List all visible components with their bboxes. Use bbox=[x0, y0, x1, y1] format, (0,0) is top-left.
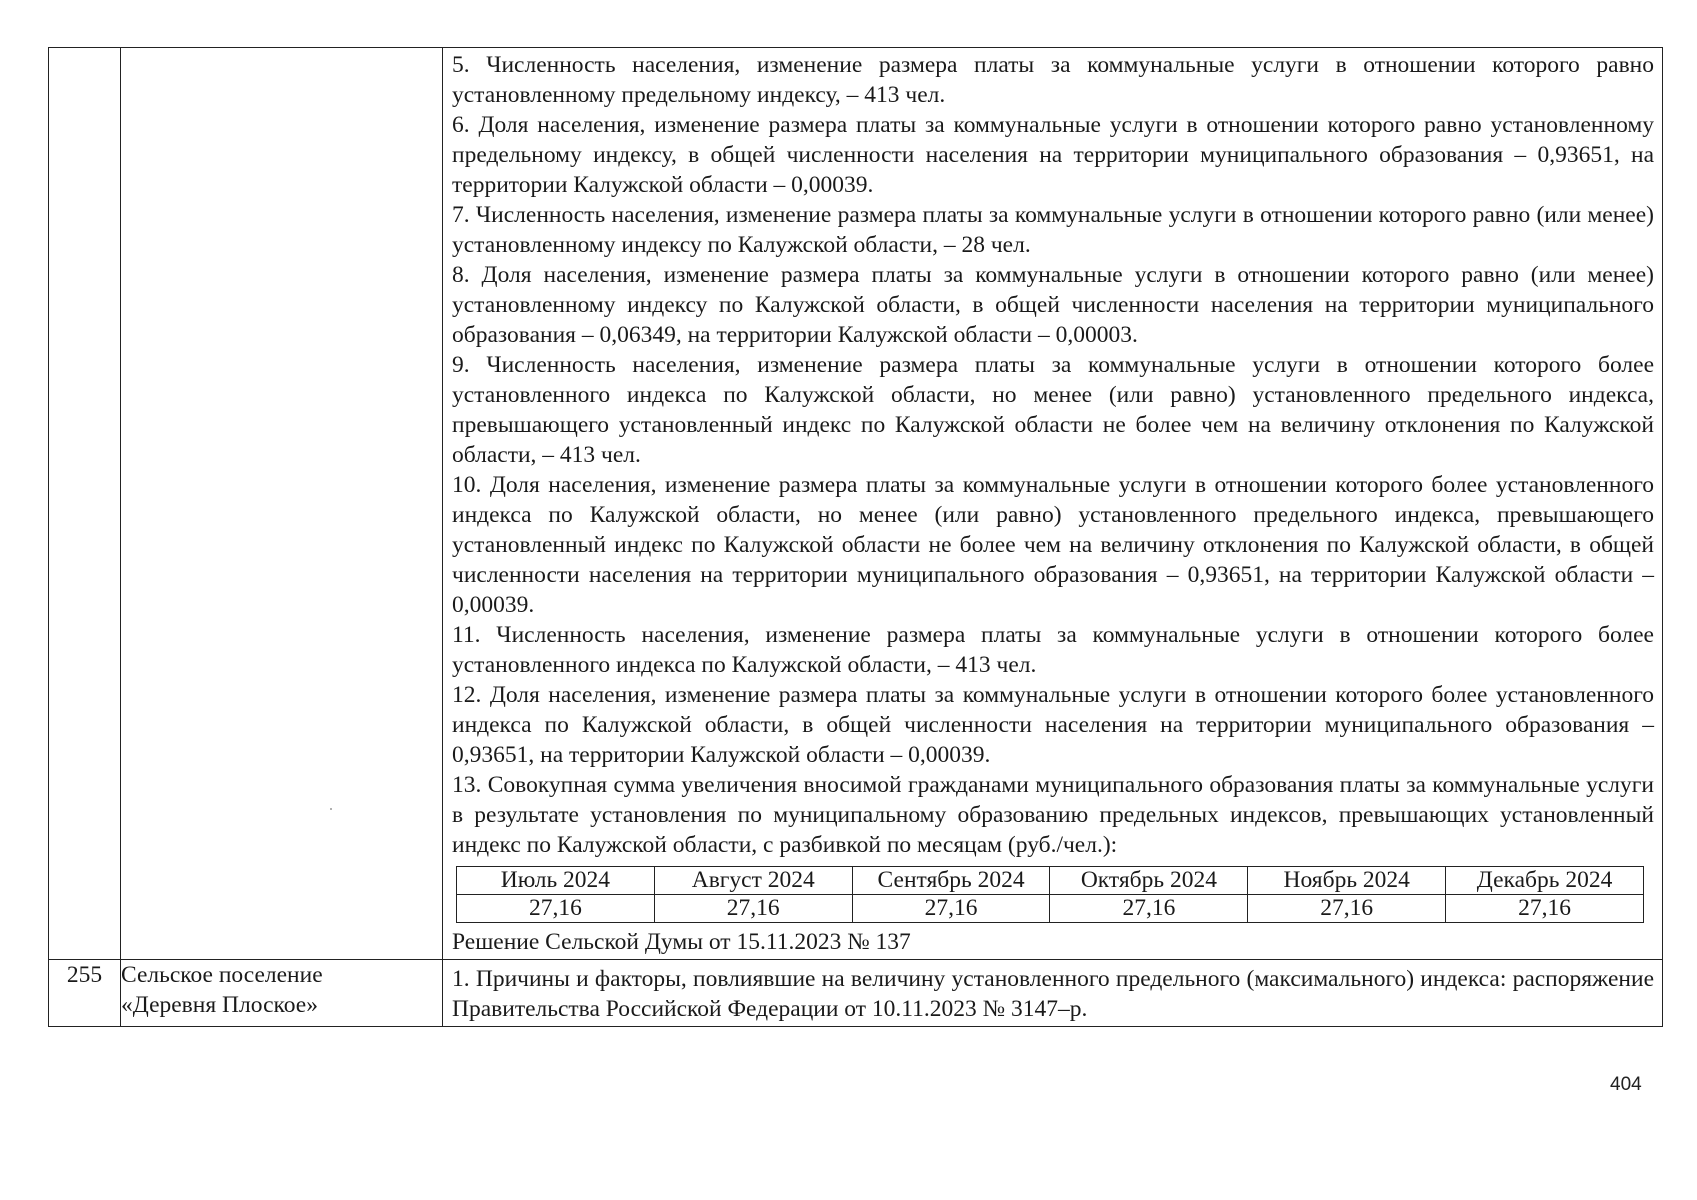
month-header: Декабрь 2024 bbox=[1446, 867, 1644, 895]
municipality-name bbox=[121, 960, 443, 1027]
months-header-row bbox=[457, 867, 1644, 895]
month-header: Август 2024 bbox=[654, 867, 852, 895]
list-item: 5. Численность населения, изменение размера платы за коммунальные услуги в отношении которого равно установленному предельному индексу, – 413 чел. bbox=[452, 52, 1654, 108]
row-number: 255 bbox=[49, 960, 121, 1027]
month-header: Октябрь 2024 bbox=[1050, 867, 1248, 895]
month-value: 27,16 bbox=[852, 895, 1050, 923]
list-item: 13. Совокупная сумма увеличения вносимой гражданами муниципального образования платы за коммунальные услуги в результате установления по муниципальному образованию предельных индексов, превышающих установленный индекс по Калужской области, с разбивкой по месяцам (руб./чел.): bbox=[452, 772, 1654, 858]
month-value: 27,16 bbox=[654, 895, 852, 923]
page-number: 404 bbox=[1610, 1074, 1642, 1095]
list-item: 10. Доля населения, изменение размера платы за коммунальные услуги в отношении которого более установленного индекса по Калужской области, но менее (или равно) установленного предельного индекса, превышающего установленный индекс по Калужской области не более чем на величину отклонения по Калужской области, в общей численности населения на территории муниципального образования – 0,93651, на территории Калужской области – 0,00039. bbox=[452, 472, 1654, 618]
list-item: 8. Доля населения, изменение размера платы за коммунальные услуги в отношении которого равно (или менее) установленному индексу по Калужской области, в общей численности населения на территории муниципального образования – 0,06349, на территории Калужской области – 0,00003. bbox=[452, 262, 1654, 348]
details-cell bbox=[443, 48, 1663, 960]
list-item: 11. Численность населения, изменение размера платы за коммунальные услуги в отношении которого более установленного индекса по Калужской области, – 413 чел. bbox=[452, 622, 1654, 678]
municipality-name-line: «Деревня Плоское» bbox=[121, 992, 318, 1018]
months-values-row bbox=[457, 895, 1644, 923]
month-header: Сентябрь 2024 bbox=[852, 867, 1050, 895]
indices-table bbox=[48, 47, 1663, 1027]
month-value: 27,16 bbox=[1050, 895, 1248, 923]
table-row bbox=[49, 48, 1663, 960]
table-row bbox=[49, 960, 1663, 1027]
monthly-amounts-table bbox=[456, 866, 1644, 923]
list-item: 6. Доля населения, изменение размера платы за коммунальные услуги в отношении которого равно установленному предельному индексу, в общей численности населения на территории муниципального образования – 0,93651, на территории Калужской области – 0,00039. bbox=[452, 112, 1654, 198]
list-item: 7. Численность населения, изменение размера платы за коммунальные услуги в отношении которого равно (или менее) установленному индексу по Калужской области, – 28 чел. bbox=[452, 202, 1654, 258]
municipality-name-cell-empty bbox=[121, 48, 443, 960]
document-sheet bbox=[48, 47, 1662, 1027]
row-number-cell-empty bbox=[49, 48, 121, 960]
list-item: 12. Доля населения, изменение размера платы за коммунальные услуги в отношении которого более установленного индекса по Калужской области, в общей численности населения на территории муниципального образования – 0,93651, на территории Калужской области – 0,00039. bbox=[452, 682, 1654, 768]
month-value: 27,16 bbox=[1446, 895, 1644, 923]
month-header: Ноябрь 2024 bbox=[1248, 867, 1446, 895]
details-cell bbox=[443, 960, 1663, 1027]
municipality-name-line: Сельское поселение bbox=[121, 962, 323, 988]
list-item: 1. Причины и факторы, повлиявшие на величину установленного предельного (максимального) индекса: распоряжение Правительства Российской Федерации от 10.11.2023 № 3147–р. bbox=[452, 966, 1654, 1022]
decision-reference: Решение Сельской Думы от 15.11.2023 № 137 bbox=[452, 929, 911, 955]
list-item: 9. Численность населения, изменение размера платы за коммунальные услуги в отношении которого более установленного индекса по Калужской области, но менее (или равно) установленного предельного индекса, превышающего установленный индекс по Калужской области не более чем на величину отклонения по Калужской области, – 413 чел. bbox=[452, 352, 1654, 468]
month-header: Июль 2024 bbox=[457, 867, 655, 895]
month-value: 27,16 bbox=[457, 895, 655, 923]
month-value: 27,16 bbox=[1248, 895, 1446, 923]
scan-speck bbox=[330, 808, 332, 810]
